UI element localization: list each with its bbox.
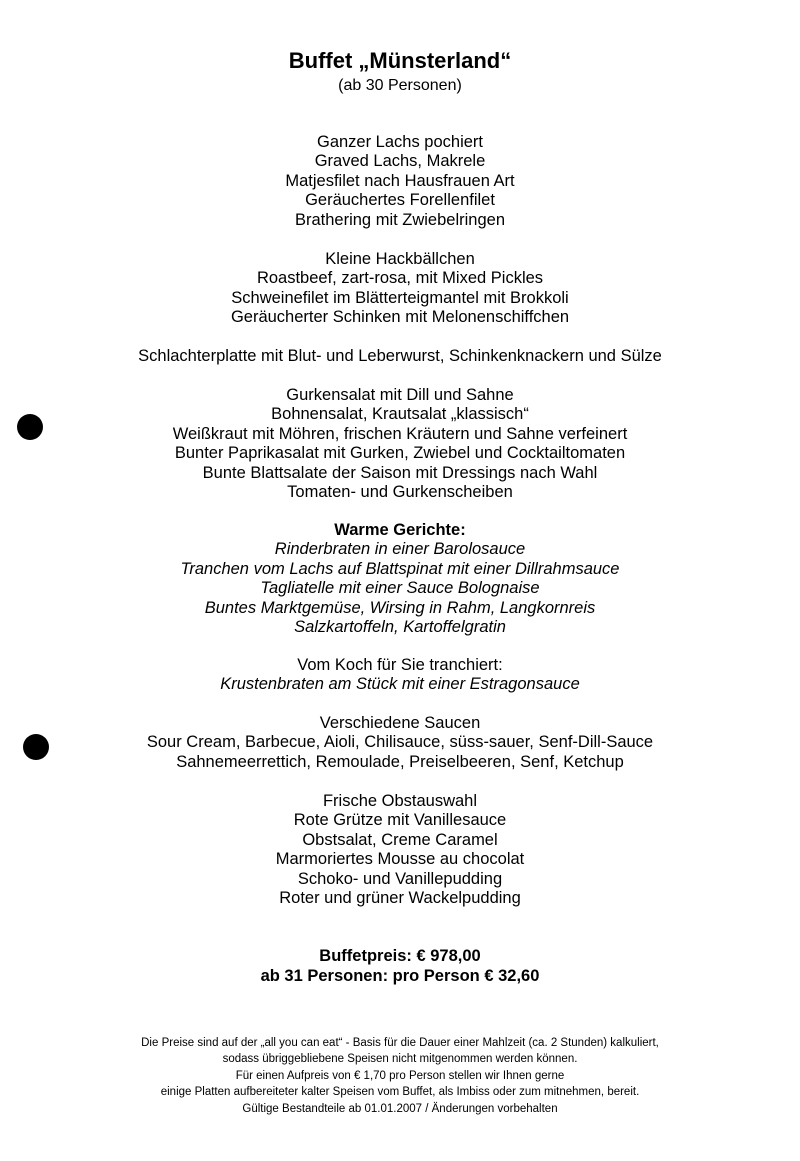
menu-item: Geräuchertes Forellenfilet	[305, 191, 495, 210]
menu-item: Verschiedene Saucen	[319, 714, 481, 732]
warm-section	[0, 521, 800, 637]
menu-item: Frische Obstauswahl	[322, 792, 478, 810]
page-title: Buffet „Münsterland“	[288, 48, 512, 73]
per-person-price: ab 31 Personen: pro Person € 32,60	[260, 967, 540, 985]
menu-item: Brathering mit Zwiebelringen	[294, 210, 505, 229]
salads-section	[0, 386, 800, 502]
carving-section	[0, 656, 800, 695]
fish-section	[0, 133, 800, 230]
menu-item: Schweinefilet im Blätterteigmantel mit Brokkoli	[231, 288, 569, 307]
menu-item: Ganzer Lachs pochiert	[316, 133, 483, 151]
menu-item: Geräucherter Schinken mit Melonenschiffchen	[230, 308, 570, 327]
menu-item: Marmoriertes Mousse au chocolat	[275, 850, 525, 869]
footer-line: Die Preise sind auf der „all you can eat“ - Basis für die Dauer einer Mahlzeit (ca. 2 Stunden) kalkuliert,	[141, 1037, 659, 1049]
platter-section	[0, 347, 800, 366]
desserts-section	[0, 792, 800, 908]
menu-item: Tagliatelle mit einer Sauce Bolognaise	[260, 579, 540, 598]
menu-item: Bunte Blattsalate der Saison mit Dressings nach Wahl	[202, 463, 598, 482]
meat-section	[0, 250, 800, 328]
menu-item: Sour Cream, Barbecue, Aioli, Chilisauce, süss-sauer, Senf-Dill-Sauce	[146, 733, 654, 752]
menu-item: Schlachterplatte mit Blut- und Leberwurst, Schinkenknackern und Sülze	[138, 347, 662, 365]
menu-item: Rote Grütze mit Vanillesauce	[293, 811, 507, 830]
sauces-section	[0, 714, 800, 772]
menu-item: Roter und grüner Wackelpudding	[279, 889, 521, 908]
section-heading: Warme Gerichte:	[334, 521, 466, 539]
menu-item: Gurkensalat mit Dill und Sahne	[286, 386, 514, 404]
menu-item: Weißkraut mit Möhren, frischen Kräutern und Sahne verfeinert	[172, 424, 628, 443]
section-heading: Vom Koch für Sie tranchiert:	[297, 656, 503, 674]
menu-item: Rinderbraten in einer Barolosauce	[274, 540, 526, 559]
menu-item: Tranchen vom Lachs auf Blattspinat mit einer Dillrahmsauce	[180, 559, 620, 578]
footer-line: einige Platten aufbereiteter kalter Speisen vom Buffet, als Imbiss oder zum mitnehmen, bereit.	[160, 1086, 640, 1099]
footer-line: Für einen Aufpreis von € 1,70 pro Person stellen wir Ihnen gerne	[235, 1069, 565, 1082]
page-subtitle: (ab 30 Personen)	[338, 77, 462, 94]
menu-item: Krustenbraten am Stück mit einer Estragonsauce	[220, 675, 580, 694]
menu-item: Buntes Marktgemüse, Wirsing in Rahm, Langkornreis	[204, 598, 596, 617]
menu-item: Tomaten- und Gurkenscheiben	[287, 483, 513, 502]
menu-item: Sahnemeerrettich, Remoulade, Preiselbeeren, Senf, Ketchup	[176, 752, 624, 771]
footer-notes	[0, 1035, 800, 1117]
footer-line: sodass übriggebliebene Speisen nicht mitgenommen werden können.	[222, 1053, 578, 1066]
menu-item: Kleine Hackbällchen	[325, 250, 475, 268]
menu-item: Schoko- und Vanillepudding	[297, 869, 503, 888]
menu-item: Obstsalat, Creme Caramel	[302, 830, 498, 849]
pricing-section	[0, 946, 800, 986]
menu-item: Salzkartoffeln, Kartoffelgratin	[294, 618, 506, 637]
menu-item: Matjesfilet nach Hausfrauen Art	[285, 171, 515, 190]
footer-line: Gültige Bestandteile ab 01.01.2007 / Änderungen vorbehalten	[242, 1102, 558, 1115]
menu-item: Graved Lachs, Makrele	[314, 152, 486, 171]
menu-item: Roastbeef, zart-rosa, mit Mixed Pickles	[256, 269, 544, 288]
buffet-price: Buffetpreis: € 978,00	[319, 947, 481, 965]
menu-item: Bohnensalat, Krautsalat „klassisch“	[271, 405, 529, 424]
menu-item: Bunter Paprikasalat mit Gurken, Zwiebel und Cocktailtomaten	[174, 444, 626, 463]
